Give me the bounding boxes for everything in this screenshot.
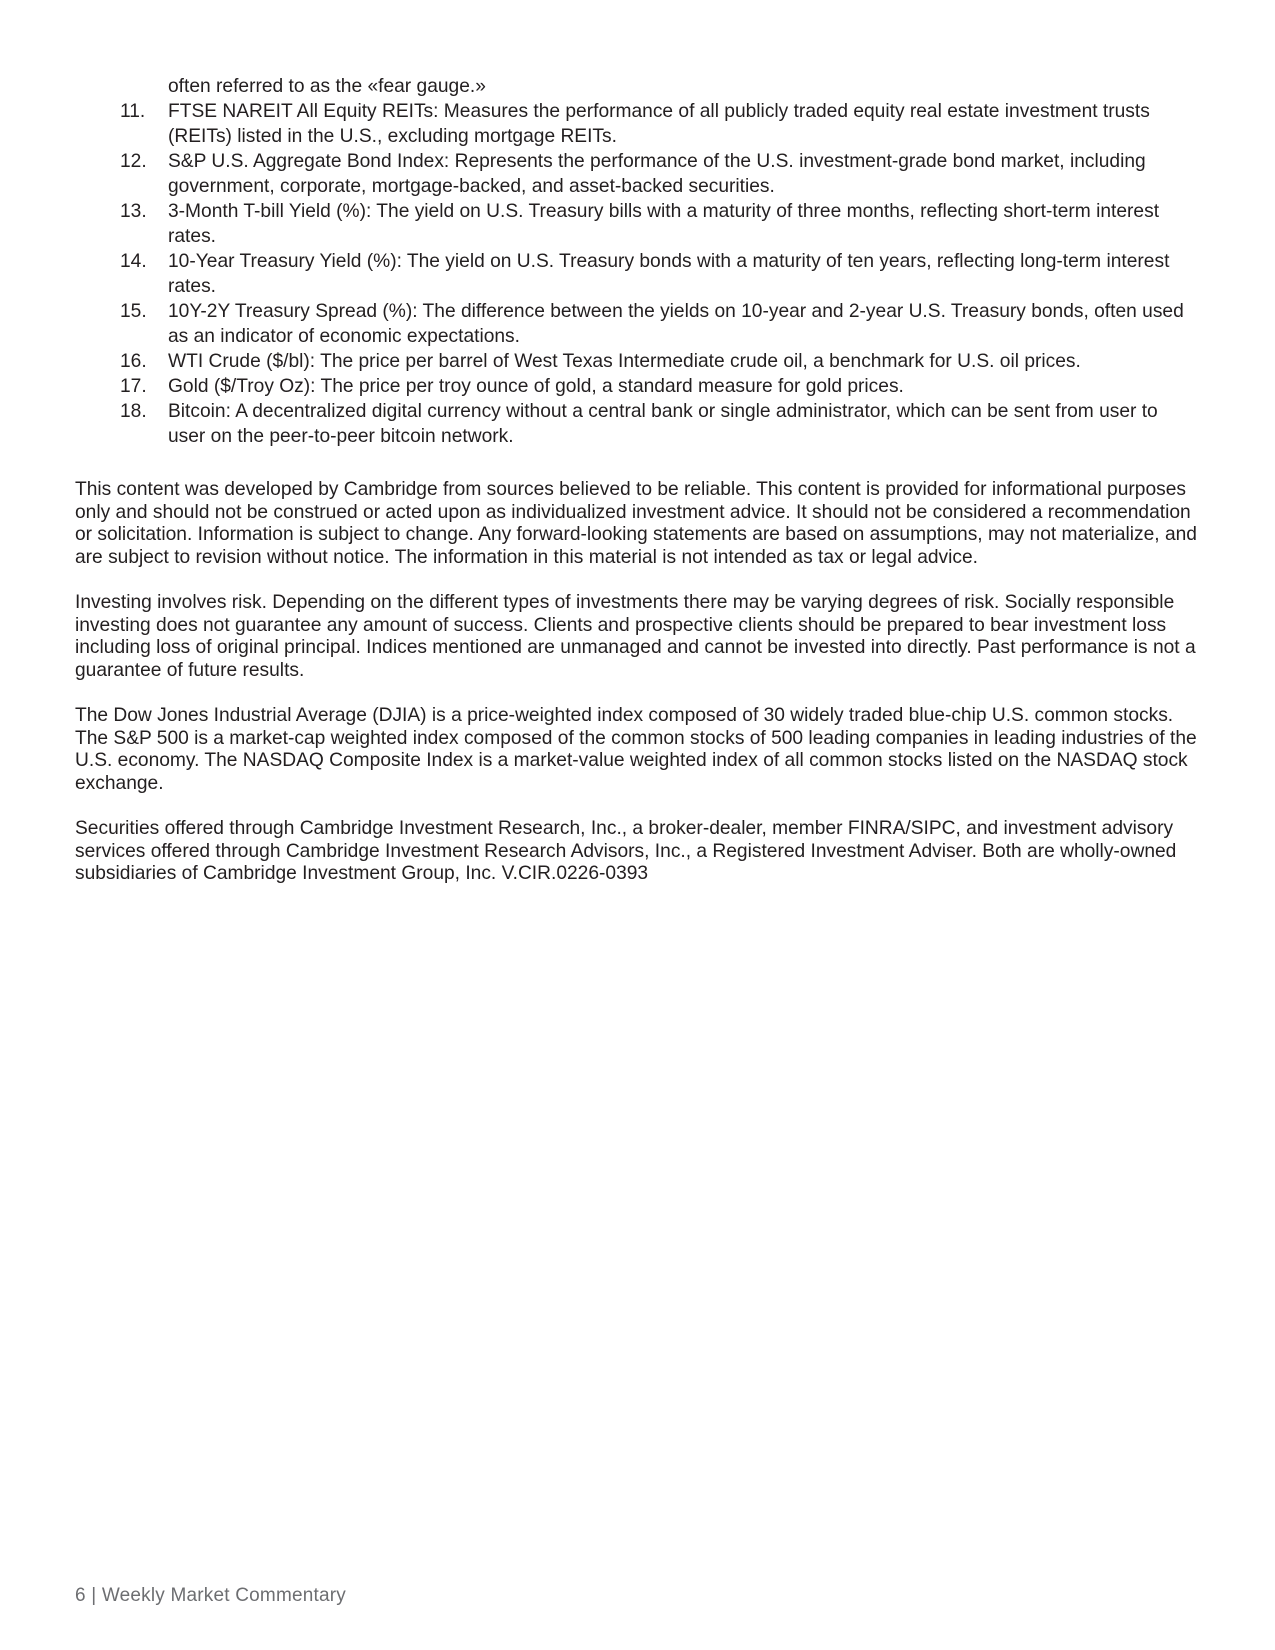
list-item	[120, 149, 1200, 199]
list-item-text: 3-Month T-bill Yield (%): The yield on U.S. Treasury bills with a maturity of three months, reflecting short-term interest rates.	[168, 201, 1160, 247]
list-item-number: 16.	[120, 351, 147, 372]
list-item-number: 18.	[120, 401, 147, 422]
list-item	[120, 349, 1200, 374]
list-item-text: Gold ($/Troy Oz): The price per troy ounce of gold, a standard measure for gold prices.	[168, 376, 904, 397]
list-item-number: 12.	[120, 151, 147, 172]
list-item-text: S&P U.S. Aggregate Bond Index: Represents the performance of the U.S. investment-grade bond market, including government, corporate, mortgage-backed, and asset-backed securities.	[168, 151, 1146, 197]
disclosures-section	[75, 479, 1205, 909]
list-item-text: Bitcoin: A decentralized digital currency without a central bank or single administrator, which can be sent from user to user on the peer-to-peer bitcoin network.	[168, 401, 1158, 447]
disclosure-paragraph-investing-risk: Investing involves risk. Depending on the different types of investments there may be varying degrees of risk. Socially responsible investing does not guarantee any amount of success. Clients and prospective clients should be prepared to bear investment loss including loss of original principal. Indices mentioned are unmanaged and cannot be invested into directly. Past performance is not a guarantee of future results.	[75, 592, 1196, 681]
disclosure-paragraph-securities-offered: Securities offered through Cambridge Investment Research, Inc., a broker-dealer, member FINRA/SIPC, and investment advisory services offered through Cambridge Investment Research Advisors, Inc., a Registered Investment Adviser. Both are wholly-owned subsidiaries of Cambridge Investment Group, Inc. V.CIR.0226-0393	[75, 818, 1177, 884]
index-definitions-list	[120, 74, 1200, 449]
list-item-number: 13.	[120, 201, 147, 222]
list-item-text: 10Y-2Y Treasury Spread (%): The difference between the yields on 10-year and 2-year U.S. Treasury bonds, often used as an indicator of economic expectations.	[168, 301, 1184, 347]
list-item	[120, 99, 1200, 149]
list-item	[120, 199, 1200, 249]
list-item-number: 14.	[120, 251, 147, 272]
list-item	[120, 299, 1200, 349]
list-item	[120, 374, 1200, 399]
list-item-number: 17.	[120, 376, 147, 397]
list-item	[120, 399, 1200, 449]
list-item-number: 11.	[120, 101, 146, 122]
list-item-text: WTI Crude ($/bl): The price per barrel of West Texas Intermediate crude oil, a benchmark for U.S. oil prices.	[168, 351, 1081, 372]
list-item	[120, 249, 1200, 299]
disclosure-paragraph-index-definitions: The Dow Jones Industrial Average (DJIA) is a price-weighted index composed of 30 widely traded blue-chip U.S. common stocks. The S&P 500 is a market-cap weighted index composed of the common stocks of 500 leading companies in leading industries of the U.S. economy. The NASDAQ Composite Index is a market-value weighted index of all common stocks listed on the NASDAQ stock exchange.	[75, 705, 1197, 794]
list-item-text: FTSE NAREIT All Equity REITs: Measures the performance of all publicly traded equity real estate investment trusts (REITs) listed in the U.S., excluding mortgage REITs.	[168, 101, 1150, 147]
disclosure-paragraph-content-source: This content was developed by Cambridge from sources believed to be reliable. This content is provided for informational purposes only and should not be construed or acted upon as individualized investment advice. It should not be considered a recommendation or solicitation. Information is subject to change. Any forward-looking statements are based on assumptions, may not materialize, and are subject to revision without notice. The information in this material is not intended as tax or legal advice.	[75, 479, 1197, 568]
list-item-text: 10-Year Treasury Yield (%): The yield on U.S. Treasury bonds with a maturity of ten years, reflecting long-term interest rates.	[168, 251, 1170, 297]
list-item-number: 15.	[120, 301, 147, 322]
page-footer: 6 | Weekly Market Commentary	[75, 1585, 346, 1606]
list-item-continuation: often referred to as the «fear gauge.»	[168, 76, 486, 97]
